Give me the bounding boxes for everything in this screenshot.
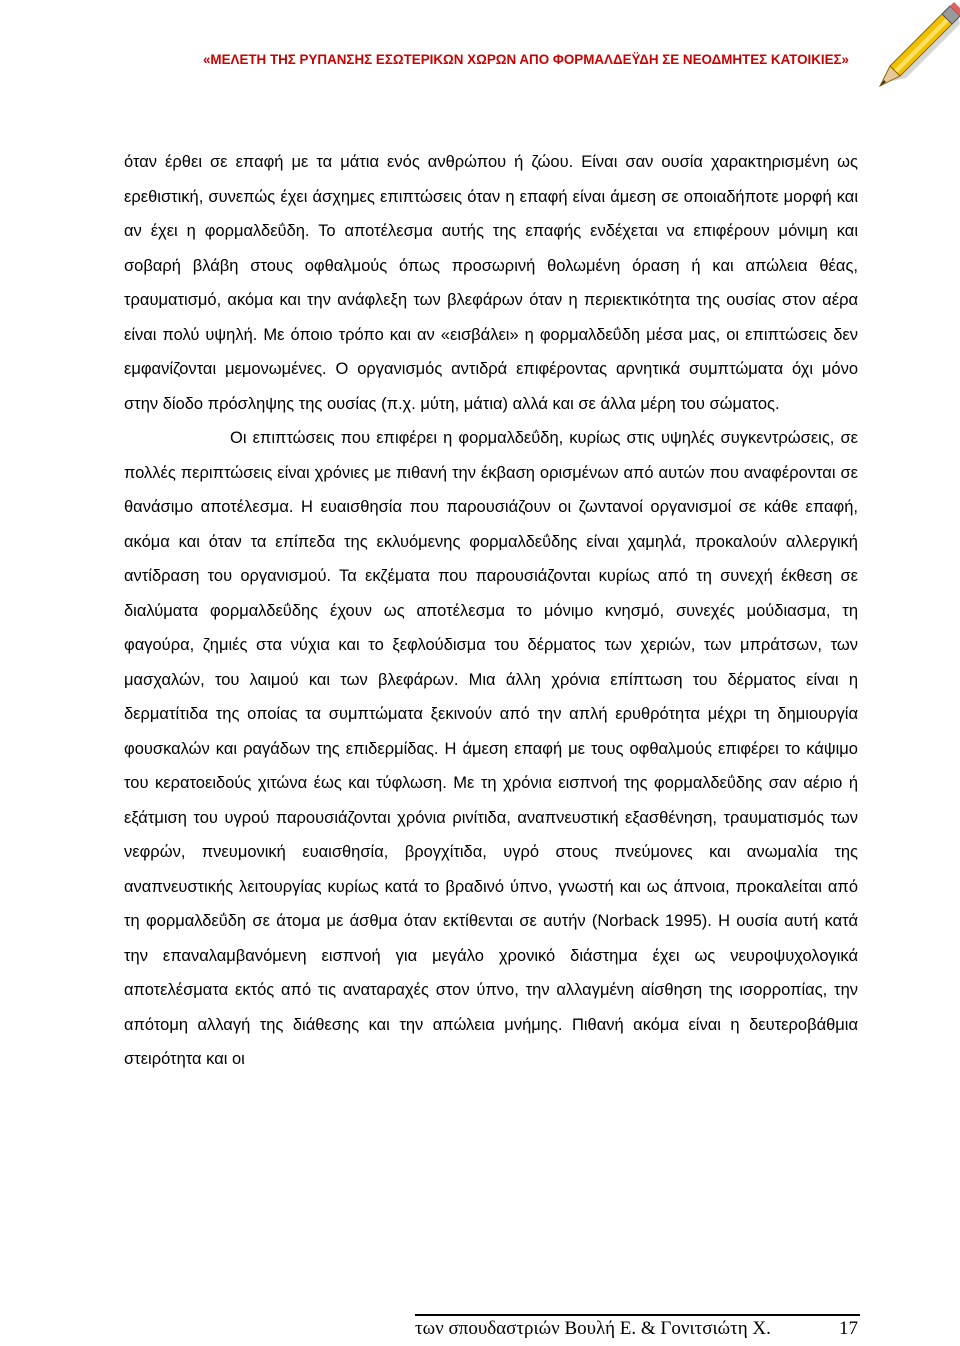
page-number: 17: [839, 1318, 858, 1339]
body-text: [124, 145, 858, 1077]
footer-authors: των σπουδαστριών Βουλή Ε. & Γονιτσιώτη Χ.: [415, 1318, 771, 1339]
header-title: «ΜΕΛΕΤΗ ΤΗΣ ΡΥΠΑΝΣΗΣ ΕΣΩΤΕΡΙΚΩΝ ΧΩΡΩΝ ΑΠΟ ΦΟΡΜΑΛΔΕΫΔΗ ΣΕ ΝΕΟΔΜΗΤΕΣ ΚΑΤΟΙΚΙΕΣ»: [202, 52, 850, 67]
footer-divider: [415, 1314, 860, 1316]
paragraph: όταν έρθει σε επαφή με τα μάτια ενός ανθρώπου ή ζώου. Είναι σαν ουσία χαρακτηρισμένη ως ερεθιστική, συνεπώς έχει άσχημες επιπτώσεις όταν η επαφή είναι άμεση σε οποιαδήποτε μορφή και αν έχει η φορμαλδεΰδη. Το αποτέλεσμα αυτής της επαφής ενδέχεται να επιφέρουν μόνιμη και σοβαρή βλάβη στους οφθαλμούς όπως προσωρινή θολωμένη όραση ή και απώλεια θέας, τραυματισμό, ακόμα και την ανάφλεξη των βλεφάρων όταν η περιεκτικότητα της ουσίας στον αέρα είναι πολύ υψηλή. Με όποιο τρόπο και αν «εισβάλει» η φορμαλδεΰδη μέσα μας, οι επιπτώσεις δεν εμφανίζονται μεμονωμένες. Ο οργανισμός αντιδρά επιφέροντας αρνητικά συμπτώματα όχι μόνο στην δίοδο πρόσληψης της ουσίας (π.χ. μύτη, μάτια) αλλά και σε άλλα μέρη του σώματος.: [124, 153, 858, 413]
paragraph: Οι επιπτώσεις που επιφέρει η φορμαλδεΰδη, κυρίως στις υψηλές συγκεντρώσεις, σε πολλές περιπτώσεις είναι χρόνιες με πιθανή την έκβαση ορισμένων από αυτών που αναφέρονται σε θανάσιμο αποτέλεσμα. Η ευαισθησία που παρουσιάζουν οι ζωντανοί οργανισμοί σε κάθε επαφή, ακόμα και όταν τα επίπεδα της εκλυόμενης φορμαλδεΰδης είναι χαμηλά, προκαλούν αλλεργική αντίδραση του οργανισμού. Τα εκζέματα που παρουσιάζονται κυρίως από τη συνεχή έκθεση σε διαλύματα φορμαλδεΰδης έχουν ως αποτέλεσμα το μόνιμο κνησμό, συνεχές μούδιασμα, τη φαγούρα, ζημιές στα νύχια και το ξεφλούδισμα του δέρματος των χεριών, των μπράτσων, των μασχαλών, του λαιμού και των βλεφάρων. Μια άλλη χρόνια επίπτωση του δέρματος είναι η δερματίτιδα της οποίας τα συμπτώματα ξεκινούν από την απλή ερυθρότητα μέχρι τη δημιουργία φουσκαλών και ραγάδων της επιδερμίδας. Η άμεση επαφή με τους οφθαλμούς επιφέρει το κάψιμο του κερατοειδούς χιτώνα έως και τύφλωση. Με τη χρόνια εισπνοή της φορμαλδεΰδης σαν αέριο ή εξάτμιση του υγρού παρουσιάζονται χρόνια ρινίτιδα, αναπνευστική εξασθένηση, τραυματισμός των νεφρών, πνευμονική ευαισθησία, βρογχίτιδα, υγρό στους πνεύμονες και ανωμαλία της αναπνευστικής λειτουργίας κυρίως κατά το βραδινό ύπνο, γνωστή και ως άπνοια, προκαλείται από τη φορμαλδεΰδη σε άτομα με άσθμα όταν εκτίθενται σε αυτήν (Norback 1995). Η ουσία αυτή κατά την επαναλαμβανόμενη εισπνοή για μεγάλο χρονικό διάστημα έχει ως νευροψυχολογικά αποτελέσματα εκτός από τις αναταραχές στον ύπνο, την αλλαγμένη αίσθηση της ισορροπίας, την απότομη αλλαγή της διάθεσης και την απώλεια μνήμης. Πιθανή ακόμα είναι η δευτεροβάθμια στειρότητα και οι: [124, 429, 858, 1068]
pencil-icon: [870, 0, 960, 90]
